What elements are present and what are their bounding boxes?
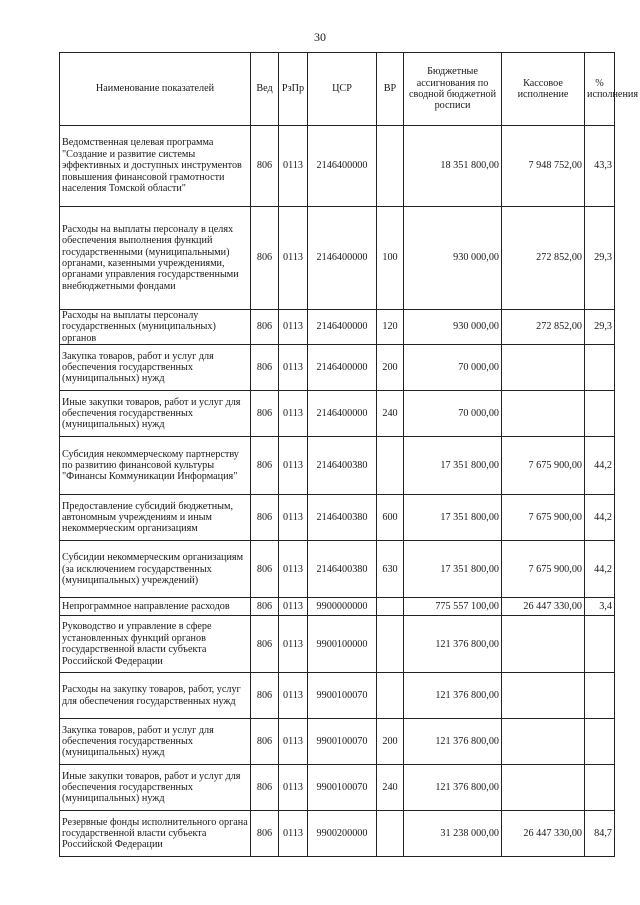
row-ved: 806: [251, 616, 279, 673]
row-percent: 84,7: [585, 811, 615, 857]
row-vr: 630: [377, 541, 404, 598]
row-assignations: 121 376 800,00: [404, 719, 502, 765]
row-vr: 200: [377, 345, 404, 391]
row-name: Иные закупки товаров, работ и услуг для обеспечения государственных (муниципальных) нужд: [60, 765, 251, 811]
row-cash-execution: 26 447 330,00: [502, 811, 585, 857]
header-rzpr: РзПр: [279, 53, 308, 126]
table-row: [60, 310, 615, 345]
row-name: Ведомственная целевая программа "Создание и развитие системы эффективных и доступных инструментов повышения финансовой грамотности населения Томской области": [60, 126, 251, 207]
row-vr: [377, 126, 404, 207]
row-ved: 806: [251, 310, 279, 345]
row-percent: [585, 345, 615, 391]
row-percent: 3,4: [585, 598, 615, 616]
row-vr: [377, 673, 404, 719]
row-rzpr: 0113: [279, 126, 308, 207]
row-percent: 44,2: [585, 495, 615, 541]
row-percent: 29,3: [585, 207, 615, 310]
row-rzpr: 0113: [279, 673, 308, 719]
row-cash-execution: [502, 765, 585, 811]
row-name: Субсидия некоммерческому партнерству по развитию финансовой культуры "Финансы Коммуникации Информация": [60, 437, 251, 495]
row-vr: 100: [377, 207, 404, 310]
row-ved: 806: [251, 437, 279, 495]
row-cash-execution: [502, 345, 585, 391]
row-csr: 9900100070: [308, 765, 377, 811]
row-csr: 2146400000: [308, 126, 377, 207]
row-rzpr: 0113: [279, 207, 308, 310]
row-cash-execution: [502, 391, 585, 437]
row-cash-execution: [502, 719, 585, 765]
header-cash-execution: Кассовое исполнение: [502, 53, 585, 126]
row-percent: [585, 719, 615, 765]
row-name: Субсидии некоммерческим организациям (за исключением государственных (муниципальных) учреждений): [60, 541, 251, 598]
row-ved: 806: [251, 673, 279, 719]
row-rzpr: 0113: [279, 765, 308, 811]
row-rzpr: 0113: [279, 598, 308, 616]
row-vr: 600: [377, 495, 404, 541]
row-name: Расходы на выплаты персоналу в целях обеспечения выполнения функций государственными (муниципальными) органами, казенными учреждениями, органами управления государственными внебюджетными фондами: [60, 207, 251, 310]
header-assignations: Бюджетные ассигнования по сводной бюджетной росписи: [404, 53, 502, 126]
row-cash-execution: 7 675 900,00: [502, 541, 585, 598]
row-csr: 9900000000: [308, 598, 377, 616]
row-cash-execution: 7 675 900,00: [502, 495, 585, 541]
row-cash-execution: 272 852,00: [502, 310, 585, 345]
row-ved: 806: [251, 765, 279, 811]
row-cash-execution: 272 852,00: [502, 207, 585, 310]
row-name: Руководство и управление в сфере установленных функций органов государственной власти субъекта Российской Федерации: [60, 616, 251, 673]
row-vr: 120: [377, 310, 404, 345]
row-rzpr: 0113: [279, 391, 308, 437]
row-percent: [585, 765, 615, 811]
row-name: Расходы на выплаты персоналу государственных (муниципальных) органов: [60, 310, 251, 345]
row-ved: 806: [251, 391, 279, 437]
row-name: Резервные фонды исполнительного органа государственной власти субъекта Российской Федерации: [60, 811, 251, 857]
row-cash-execution: [502, 616, 585, 673]
row-percent: [585, 616, 615, 673]
row-percent: 43,3: [585, 126, 615, 207]
row-assignations: 930 000,00: [404, 207, 502, 310]
table-row: [60, 126, 615, 207]
row-assignations: 930 000,00: [404, 310, 502, 345]
row-percent: [585, 391, 615, 437]
row-csr: 2146400000: [308, 391, 377, 437]
row-name: Закупка товаров, работ и услуг для обеспечения государственных (муниципальных) нужд: [60, 719, 251, 765]
table-row: [60, 495, 615, 541]
table-body: [60, 126, 615, 857]
row-vr: [377, 616, 404, 673]
row-rzpr: 0113: [279, 495, 308, 541]
row-csr: 2146400000: [308, 207, 377, 310]
row-cash-execution: 26 447 330,00: [502, 598, 585, 616]
row-ved: 806: [251, 719, 279, 765]
row-csr: 9900100000: [308, 616, 377, 673]
row-csr: 2146400380: [308, 437, 377, 495]
row-cash-execution: 7 675 900,00: [502, 437, 585, 495]
row-assignations: 17 351 800,00: [404, 437, 502, 495]
table-row: [60, 616, 615, 673]
row-assignations: 121 376 800,00: [404, 673, 502, 719]
row-percent: [585, 673, 615, 719]
row-cash-execution: [502, 673, 585, 719]
row-ved: 806: [251, 207, 279, 310]
row-assignations: 17 351 800,00: [404, 495, 502, 541]
table-row: [60, 207, 615, 310]
row-assignations: 121 376 800,00: [404, 765, 502, 811]
row-vr: 240: [377, 391, 404, 437]
header-ved: Вед: [251, 53, 279, 126]
row-csr: 2146400380: [308, 495, 377, 541]
row-ved: 806: [251, 126, 279, 207]
row-assignations: 70 000,00: [404, 345, 502, 391]
row-vr: [377, 598, 404, 616]
table-row: [60, 673, 615, 719]
row-assignations: 70 000,00: [404, 391, 502, 437]
row-percent: 29,3: [585, 310, 615, 345]
row-name: Предоставление субсидий бюджетным, автономным учреждениям и иным некоммерческим организациям: [60, 495, 251, 541]
row-rzpr: 0113: [279, 345, 308, 391]
row-percent: 44,2: [585, 541, 615, 598]
row-csr: 2146400380: [308, 541, 377, 598]
row-assignations: 31 238 000,00: [404, 811, 502, 857]
row-assignations: 775 557 100,00: [404, 598, 502, 616]
row-name: Закупка товаров, работ и услуг для обеспечения государственных (муниципальных) нужд: [60, 345, 251, 391]
row-csr: 9900200000: [308, 811, 377, 857]
row-vr: [377, 811, 404, 857]
row-assignations: 18 351 800,00: [404, 126, 502, 207]
row-ved: 806: [251, 495, 279, 541]
row-vr: 240: [377, 765, 404, 811]
page-number: 30: [314, 30, 326, 44]
header-name: Наименование показателей: [60, 53, 251, 126]
row-ved: 806: [251, 541, 279, 598]
row-vr: [377, 437, 404, 495]
row-rzpr: 0113: [279, 541, 308, 598]
table-header-row: [60, 53, 615, 126]
row-cash-execution: 7 948 752,00: [502, 126, 585, 207]
header-vr: ВР: [377, 53, 404, 126]
row-rzpr: 0113: [279, 719, 308, 765]
row-ved: 806: [251, 598, 279, 616]
row-csr: 2146400000: [308, 345, 377, 391]
table-row: [60, 598, 615, 616]
row-assignations: 17 351 800,00: [404, 541, 502, 598]
row-assignations: 121 376 800,00: [404, 616, 502, 673]
row-name: Иные закупки товаров, работ и услуг для обеспечения государственных (муниципальных) нужд: [60, 391, 251, 437]
row-csr: 2146400000: [308, 310, 377, 345]
table-row: [60, 345, 615, 391]
row-csr: 9900100070: [308, 673, 377, 719]
budget-table: [59, 52, 639, 857]
row-rzpr: 0113: [279, 811, 308, 857]
row-rzpr: 0113: [279, 437, 308, 495]
table-row: [60, 811, 615, 857]
table-row: [60, 437, 615, 495]
row-percent: 44,2: [585, 437, 615, 495]
row-name: Непрограммное направление расходов: [60, 598, 251, 616]
header-percent: % исполнения: [585, 53, 615, 126]
row-ved: 806: [251, 345, 279, 391]
table-row: [60, 719, 615, 765]
row-ved: 806: [251, 811, 279, 857]
table-row: [60, 391, 615, 437]
row-vr: 200: [377, 719, 404, 765]
row-name: Расходы на закупку товаров, работ, услуг для обеспечения государственных нужд: [60, 673, 251, 719]
header-csr: ЦСР: [308, 53, 377, 126]
row-rzpr: 0113: [279, 310, 308, 345]
table-row: [60, 765, 615, 811]
row-csr: 9900100070: [308, 719, 377, 765]
row-rzpr: 0113: [279, 616, 308, 673]
table-row: [60, 541, 615, 598]
